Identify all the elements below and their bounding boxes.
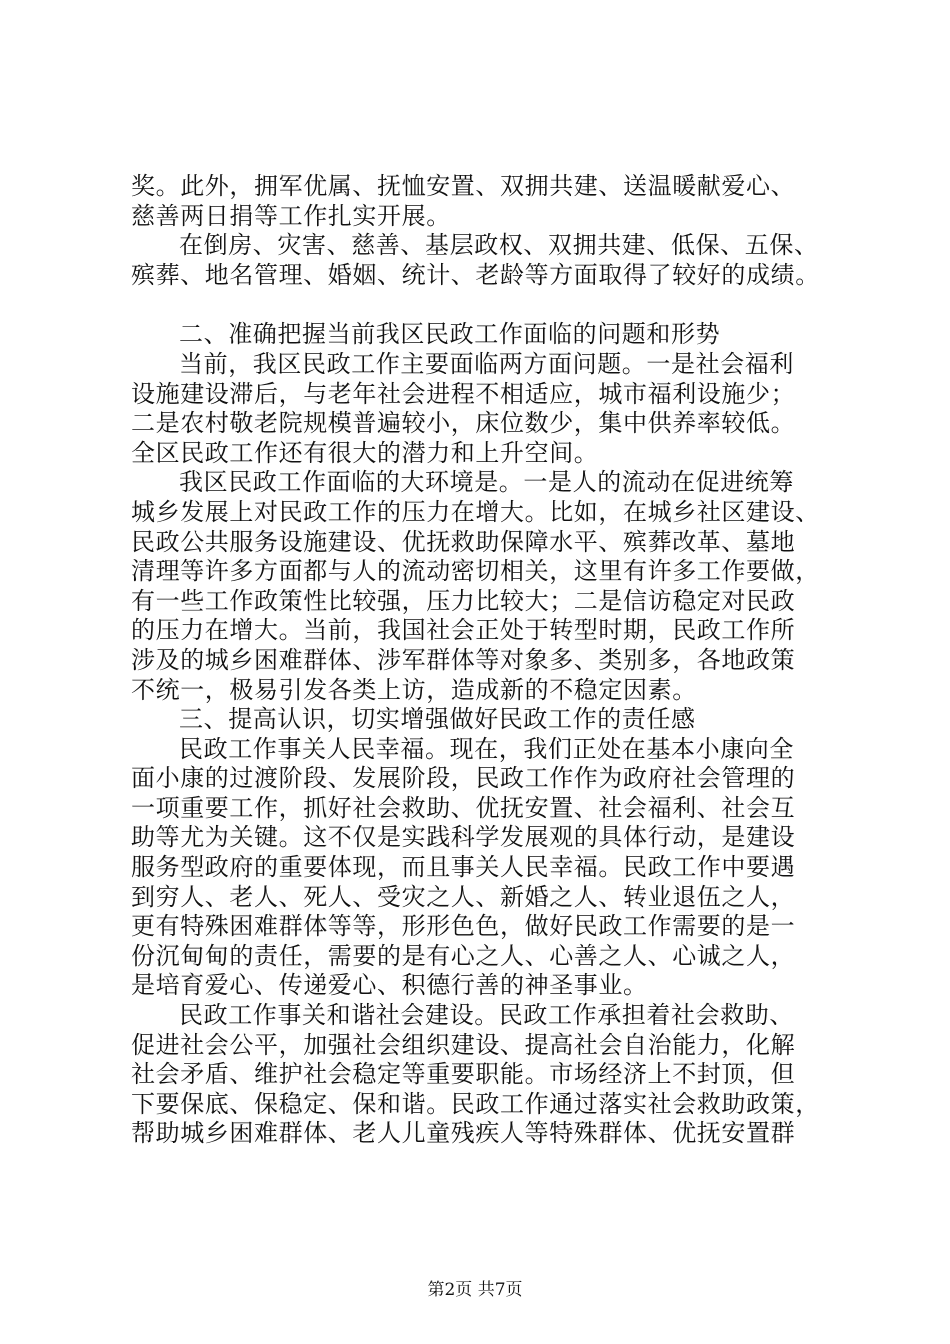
- text-line: 城乡发展上对民政工作的压力在增大。比如，在城乡社区建设、: [131, 497, 820, 526]
- document-body: [131, 172, 851, 1149]
- text-line: 民政工作事关和谐社会建设。民政工作承担着社会救助、: [179, 1001, 794, 1030]
- text-line: 社会矛盾、维护社会稳定等重要职能。市场经济上不封顶，但: [131, 1060, 796, 1089]
- text-line: 帮助城乡困难群体、老人儿童残疾人等特殊群体、优抚安置群: [131, 1119, 796, 1148]
- text-line: 促进社会公平，加强社会组织建设、提高社会自治能力，化解: [131, 1030, 796, 1059]
- text-line: 当前，我区民政工作主要面临两方面问题。一是社会福利: [179, 349, 794, 378]
- text-line: 奖。此外，拥军优属、抚恤安置、双拥共建、送温暖献爱心、: [131, 172, 796, 200]
- text-line: 二是农村敬老院规模普遍较小，床位数少，集中供养率较低。: [131, 409, 796, 438]
- text-line: 设施建设滞后，与老年社会进程不相适应，城市福利设施少；: [131, 379, 796, 408]
- text-line: 到穷人、老人、死人、受灾之人、新婚之人、转业退伍之人，: [131, 882, 796, 911]
- text-line: 面小康的过渡阶段、发展阶段，民政工作作为政府社会管理的: [131, 764, 796, 793]
- text-line: 清理等许多方面都与人的流动密切相关，这里有许多工作要做，: [131, 557, 820, 586]
- section-heading: 二、准确把握当前我区民政工作面临的问题和形势: [179, 320, 721, 349]
- text-line: 助等尤为关键。这不仅是实践科学发展观的具体行动，是建设: [131, 823, 796, 852]
- section-heading: 三、提高认识，切实增强做好民政工作的责任感: [179, 705, 696, 734]
- text-line: 份沉甸甸的责任，需要的是有心之人、心善之人、心诚之人，: [131, 941, 796, 970]
- page-number: 第2页 共7页: [427, 1280, 523, 1300]
- text-line: 殡葬、地名管理、婚姻、统计、老龄等方面取得了较好的成绩。: [131, 260, 820, 289]
- text-line: 服务型政府的重要体现，而且事关人民幸福。民政工作中要遇: [131, 853, 796, 882]
- text-line: 民政工作事关人民幸福。现在，我们正处在基本小康向全: [179, 734, 794, 763]
- text-line: 更有特殊困难群体等等，形形色色，做好民政工作需要的是一: [131, 912, 796, 941]
- text-line: 慈善两日捐等工作扎实开展。: [131, 201, 451, 230]
- text-line: 我区民政工作面临的大环境是。一是人的流动在促进统筹: [179, 468, 794, 497]
- text-line: 是培育爱心、传递爱心、积德行善的神圣事业。: [131, 971, 648, 1000]
- text-line: 有一些工作政策性比较强，压力比较大；二是信访稳定对民政: [131, 586, 796, 615]
- text-line: 一项重要工作，抓好社会救助、优抚安置、社会福利、社会互: [131, 793, 796, 822]
- text-line: 的压力在增大。当前，我国社会正处于转型时期，民政工作所: [131, 616, 796, 645]
- text-line: 不统一，极易引发各类上访，造成新的不稳定因素。: [131, 675, 697, 704]
- text-line: 全区民政工作还有很大的潜力和上升空间。: [131, 438, 599, 467]
- text-line: 在倒房、灾害、慈善、基层政权、双拥共建、低保、五保、: [179, 231, 819, 260]
- paragraph-gap: [131, 290, 851, 320]
- text-line: 下要保底、保稳定、保和谐。民政工作通过落实社会救助政策，: [131, 1089, 820, 1118]
- text-line: 民政公共服务设施建设、优抚救助保障水平、殡葬改革、墓地: [131, 527, 796, 556]
- text-line: 涉及的城乡困难群体、涉军群体等对象多、类别多，各地政策: [131, 645, 796, 674]
